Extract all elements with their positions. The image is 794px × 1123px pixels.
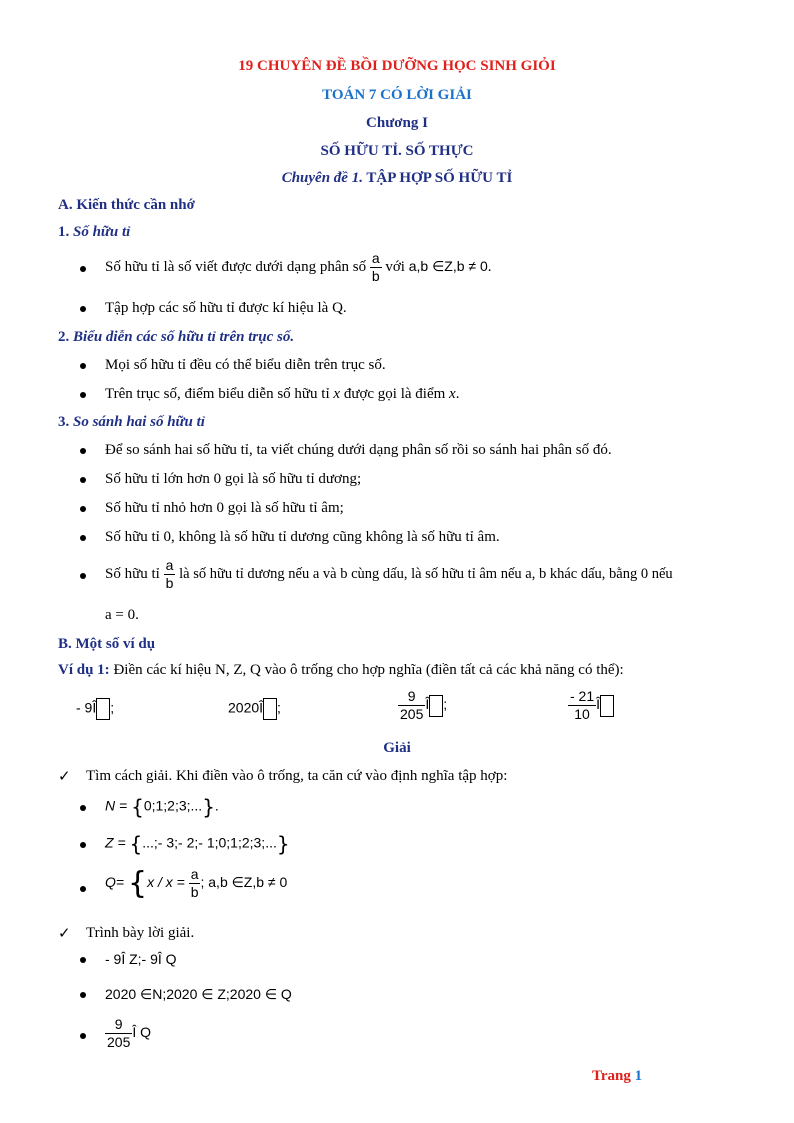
fraction: [398, 688, 425, 723]
doc-title: 19 CHUYÊN ĐỀ BỒI DƯỠNG HỌC SINH GIỎI: [238, 58, 556, 74]
answer-2: 2020 ∈N;2020 ∈ Z;2020 ∈ Q: [105, 986, 292, 1002]
set-elements: 0;1;2;3;...: [143, 797, 203, 814]
section-a-heading: A. Kiến thức cần nhớ: [58, 197, 195, 213]
set-q-definition: [105, 866, 287, 901]
brace: }: [202, 795, 215, 819]
section-3-title: So sánh hai số hữu tỉ: [73, 414, 205, 430]
section-3-heading: [58, 414, 205, 431]
list-item: Tập hợp các số hữu tỉ được kí hiệu là Q.: [105, 300, 347, 316]
answer-box[interactable]: [96, 698, 110, 720]
fraction-denominator: 205: [107, 1034, 131, 1050]
fraction: [164, 557, 176, 592]
item-text: 2020Î: [228, 699, 264, 716]
fraction-denominator: 205: [400, 706, 424, 722]
list-item-text: là số hữu tỉ dương nếu a và b cùng dấu, là số hữu tỉ âm nếu a, b khác dấu, bằng 0 nếu: [179, 565, 673, 582]
set-label: N =: [105, 797, 132, 814]
chapter-name: SỐ HỮU TỈ. SỐ THỰC: [320, 143, 474, 159]
answer-box[interactable]: [600, 695, 614, 717]
answer-box[interactable]: [429, 695, 443, 717]
list-item: Số hữu tỉ nhỏ hơn 0 gọi là số hữu tỉ âm;: [105, 500, 344, 516]
punctuation: ;: [443, 696, 448, 713]
fraction: [370, 250, 382, 285]
example-item-2: [228, 698, 281, 720]
variable: x: [333, 386, 341, 402]
topic-label: Chuyên đề 1.: [281, 170, 363, 186]
footer-label: Trang: [592, 1068, 635, 1084]
solution-title: Giải: [383, 740, 411, 756]
set-z-definition: [105, 832, 290, 856]
check-icon: ✓: [58, 767, 71, 785]
fraction: [189, 866, 201, 901]
variable: x: [449, 386, 456, 402]
solution-step-1: Tìm cách giải. Khi điền vào ô trống, ta căn cứ vào định nghĩa tập hợp:: [86, 768, 508, 784]
section-2-title: Biểu diễn các số hữu tỉ trên trục số.: [73, 329, 295, 345]
list-item-text: được gọi là điểm: [340, 386, 450, 402]
example-label: Ví dụ 1:: [58, 662, 110, 678]
example-item-4: [568, 688, 614, 723]
answer-text: Î Q: [132, 1024, 152, 1041]
section-2-heading: [58, 329, 294, 346]
set-condition: ; a,b ∈Z,b ≠ 0: [200, 874, 288, 891]
answer-3: [105, 1016, 151, 1051]
chapter-title: Chương I: [366, 115, 428, 131]
page-footer: [592, 1068, 642, 1085]
brace: }: [276, 832, 290, 856]
list-item: [105, 386, 459, 403]
answer-box[interactable]: [263, 698, 277, 720]
check-icon: ✓: [58, 924, 71, 942]
fraction-numerator: 9: [398, 688, 425, 706]
list-item: Số hữu tỉ lớn hơn 0 gọi là số hữu tỉ dương;: [105, 471, 362, 487]
list-item-text: Số hữu tỉ: [105, 565, 160, 582]
set-n-definition: [105, 795, 219, 819]
fraction-denominator: b: [371, 268, 380, 284]
punctuation: .: [455, 386, 460, 402]
section-b-heading: B. Một số ví dụ: [58, 636, 156, 652]
punctuation: .: [214, 797, 219, 814]
fraction-denominator: b: [165, 575, 174, 591]
math-expression: a,b ∈Z,b ≠ 0: [408, 257, 488, 274]
brace: {: [131, 795, 144, 819]
example-text: Điền các kí hiệu N, Z, Q vào ô trống cho hợp nghĩa (điền tất cả các khả năng có thể):: [109, 662, 624, 678]
example-1: [58, 662, 624, 679]
list-item: [105, 250, 492, 285]
fraction-numerator: a: [371, 250, 380, 266]
set-condition: x / x =: [147, 874, 189, 891]
brace: {: [127, 866, 148, 901]
list-item-continuation: a = 0.: [105, 607, 139, 623]
brace: {: [129, 832, 143, 856]
doc-subtitle: TOÁN 7 CÓ LỜI GIẢI: [322, 87, 472, 103]
fraction-numerator: a: [165, 557, 174, 573]
set-label: Z =: [105, 834, 130, 851]
set-elements: ...;- 3;- 2;- 1;0;1;2;3;...: [142, 834, 277, 851]
punctuation: .: [487, 258, 492, 275]
item-symbol: Î: [596, 696, 601, 713]
set-label: Q=: [105, 874, 128, 891]
topic-name: TẬP HỢP SỐ HỮU TỈ: [362, 170, 513, 186]
section-2-number: 2.: [58, 329, 73, 345]
punctuation: ;: [277, 699, 281, 716]
list-item: Để so sánh hai số hữu tỉ, ta viết chúng dưới dạng phân số rồi so sánh hai phân số đó.: [105, 442, 612, 458]
topic-title: [0, 170, 794, 187]
list-item: Số hữu tỉ 0, không là số hữu tỉ dương cũng không là số hữu tỉ âm.: [105, 529, 500, 545]
fraction-denominator: b: [190, 884, 199, 900]
fraction-numerator: 9: [105, 1016, 132, 1034]
section-1-heading: [58, 224, 130, 241]
section-3-number: 3.: [58, 414, 73, 430]
item-text: - 9Î: [76, 699, 97, 716]
section-1-title: Số hữu tỉ: [73, 224, 131, 240]
punctuation: ;: [110, 699, 115, 716]
page-number: 1: [634, 1068, 643, 1084]
list-item: Mọi số hữu tỉ đều có thể biểu diễn trên trục số.: [105, 357, 386, 373]
example-item-1: [76, 698, 114, 720]
list-item-text: Số hữu tỉ là số viết được dưới dạng phân số: [105, 258, 367, 275]
fraction: [568, 688, 596, 723]
fraction-denominator: 10: [574, 706, 590, 722]
list-item-text: với: [385, 258, 405, 275]
fraction-numerator: - 21: [570, 688, 595, 704]
solution-step-2: Trình bày lời giải.: [86, 925, 195, 941]
example-item-3: [398, 688, 447, 723]
answer-1: - 9Î Z;- 9Î Q: [105, 951, 177, 967]
list-item-text: Trên trục số, điểm biểu diễn số hữu tỉ: [105, 386, 334, 402]
item-symbol: Î: [425, 696, 430, 713]
fraction: [105, 1016, 132, 1051]
section-1-number: 1.: [58, 224, 73, 240]
fraction-numerator: a: [190, 866, 199, 882]
list-item: [105, 557, 673, 592]
